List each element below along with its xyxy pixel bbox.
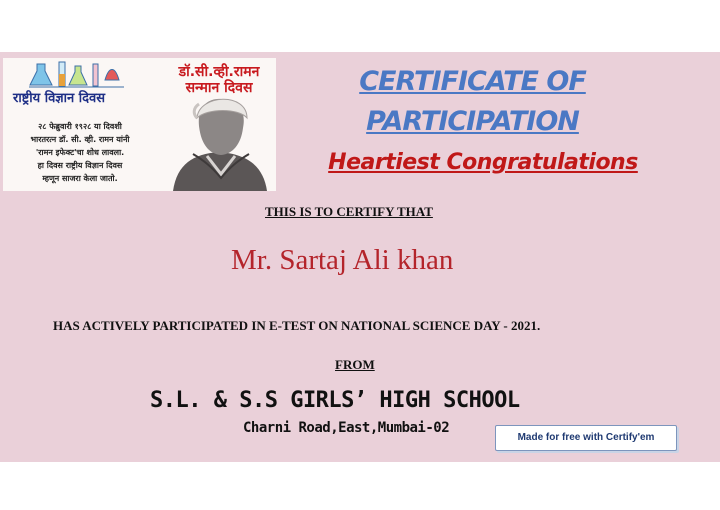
school-address: Charni Road,East,Mumbai-02 xyxy=(243,420,450,436)
banner-line: 'रामन इफेक्ट'चा शोध लावला. xyxy=(35,148,125,157)
raman-day-title-line1: डॉ.सी.व्ही.रामन xyxy=(178,64,260,80)
certificate-title-line1: CERTIFICATE OF xyxy=(359,66,586,97)
banner-line: हा दिवस राष्ट्रीय विज्ञान दिवस xyxy=(37,161,123,170)
raman-day-title xyxy=(165,64,273,96)
banner-line: भारतरत्न डॉ. सी. व्ही. रामन यांनी xyxy=(30,135,130,144)
banner-line: म्हणून साजरा केला जातो. xyxy=(42,174,118,183)
school-name: S.L. & S.S GIRLS’ HIGH SCHOOL xyxy=(150,388,520,413)
lab-flasks-icon xyxy=(29,60,124,88)
from-label: FROM xyxy=(335,357,375,372)
participation-statement: HAS ACTIVELY PARTICIPATED IN E-TEST ON NATIONAL SCIENCE DAY - 2021. xyxy=(53,318,541,333)
certificate-title-line2: PARTICIPATION xyxy=(366,106,579,137)
science-day-banner xyxy=(3,58,276,191)
certifyem-badge-link[interactable]: Made for free with Certify'em xyxy=(495,425,677,451)
congratulations-text: Heartiest Congratulations xyxy=(328,150,638,175)
raman-portrait-image xyxy=(163,96,275,191)
recipient-name: Mr. Sartaj Ali khan xyxy=(231,244,454,276)
science-day-title: राष्ट्रीय विज्ञान दिवस xyxy=(13,91,106,106)
banner-text xyxy=(15,120,145,185)
banner-line: २८ फेब्रुवारी १९२८ या दिवशी xyxy=(38,122,122,131)
raman-day-title-line2: सन्मान दिवस xyxy=(185,80,253,96)
certify-statement: THIS IS TO CERTIFY THAT xyxy=(265,204,433,219)
